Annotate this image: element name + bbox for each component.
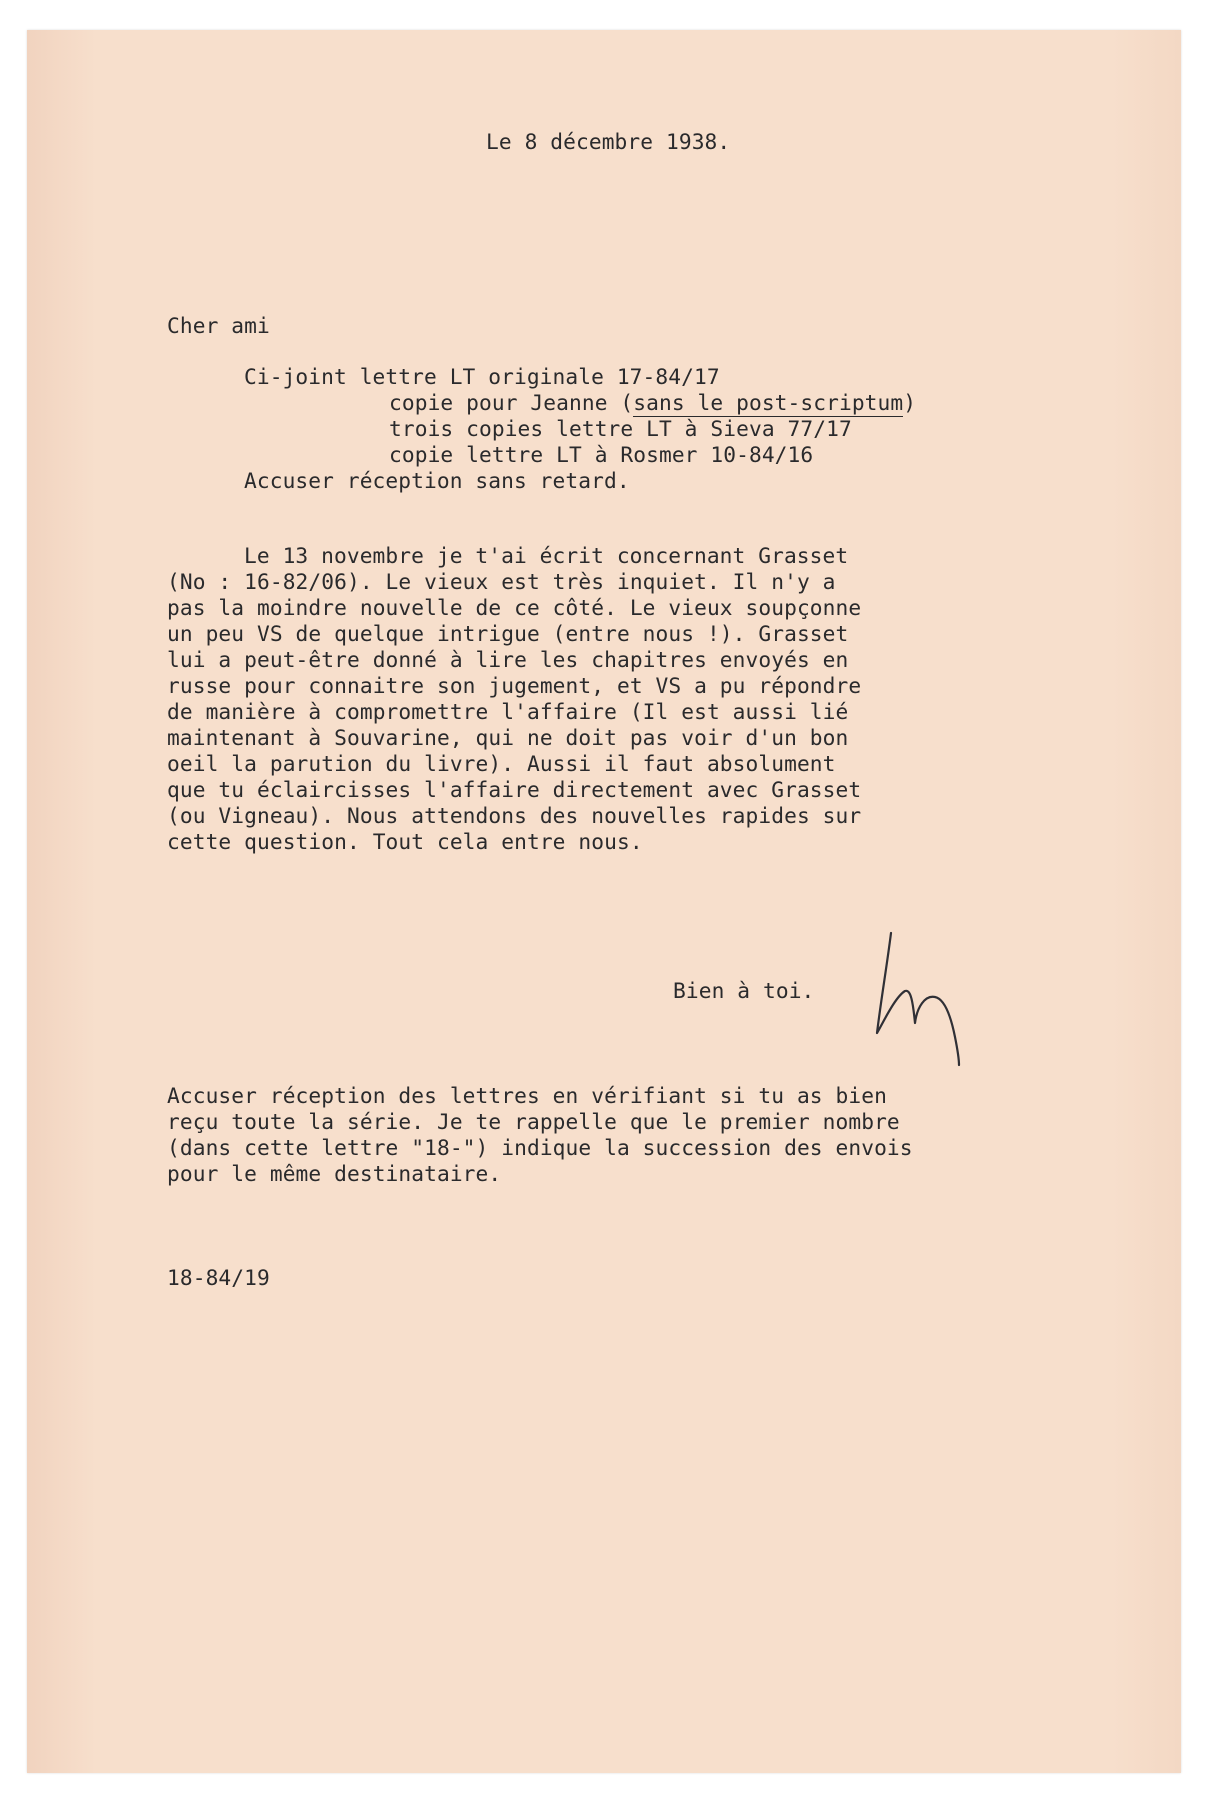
underlined-note: sans le post-scriptum: [633, 390, 904, 415]
body-line-8: maintenant à Souvarine, qui ne doit pas voir d'un bon: [167, 725, 849, 750]
body-line-9: oeil la parution du livre). Aussi il faut absolument: [167, 751, 836, 776]
handwritten-signature: [859, 925, 989, 1075]
salutation: Cher ami: [167, 313, 270, 338]
body-line-6: russe pour connaitre son jugement, et VS a pu répondre: [167, 673, 862, 698]
body-line-2: (No : 16-82/06). Le vieux est très inquiet. Il n'y a: [167, 569, 836, 594]
enclosure-line-2: [389, 392, 916, 413]
enclosure-line-3: trois copies lettre LT à Sieva 77/17: [389, 416, 852, 441]
enclosure-line-4: copie lettre LT à Rosmer 10-84/16: [389, 442, 814, 467]
reference-number: 18-84/19: [167, 1265, 270, 1290]
enclosure-line-2-close: ): [903, 390, 917, 415]
closing: Bien à toi.: [673, 978, 815, 1003]
body-line-12: cette question. Tout cela entre nous.: [167, 829, 643, 854]
body-line-4: un peu VS de quelque intrigue (entre nous !). Grasset: [167, 621, 849, 646]
enclosure-line-1: Ci-joint lettre LT originale 17-84/17: [244, 364, 720, 389]
body-line-1: Le 13 novembre je t'ai écrit concernant Grasset: [244, 543, 849, 568]
letter-page: [27, 30, 1181, 1773]
enclosure-line-5: Accuser réception sans retard.: [244, 468, 630, 493]
body-line-7: de manière à compromettre l'affaire (Il est aussi lié: [167, 699, 849, 724]
postscript-line-1: Accuser réception des lettres en vérifiant si tu as bien: [167, 1083, 887, 1108]
body-line-11: (ou Vigneau). Nous attendons des nouvelles rapides sur: [167, 803, 862, 828]
body-line-3: pas la moindre nouvelle de ce côté. Le vieux soupçonne: [167, 595, 862, 620]
postscript-line-3: (dans cette lettre "18-") indique la succession des envois: [167, 1135, 913, 1160]
letter-date: Le 8 décembre 1938.: [486, 129, 731, 154]
body-line-5: lui a peut-être donné à lire les chapitres envoyés en: [167, 647, 849, 672]
postscript-line-2: reçu toute la série. Je te rappelle que le premier nombre: [167, 1109, 900, 1134]
enclosure-line-2-text: copie pour Jeanne (: [389, 390, 634, 415]
body-line-10: que tu éclaircisses l'affaire directement avec Grasset: [167, 777, 862, 802]
postscript-line-4: pour le même destinataire.: [167, 1161, 502, 1186]
